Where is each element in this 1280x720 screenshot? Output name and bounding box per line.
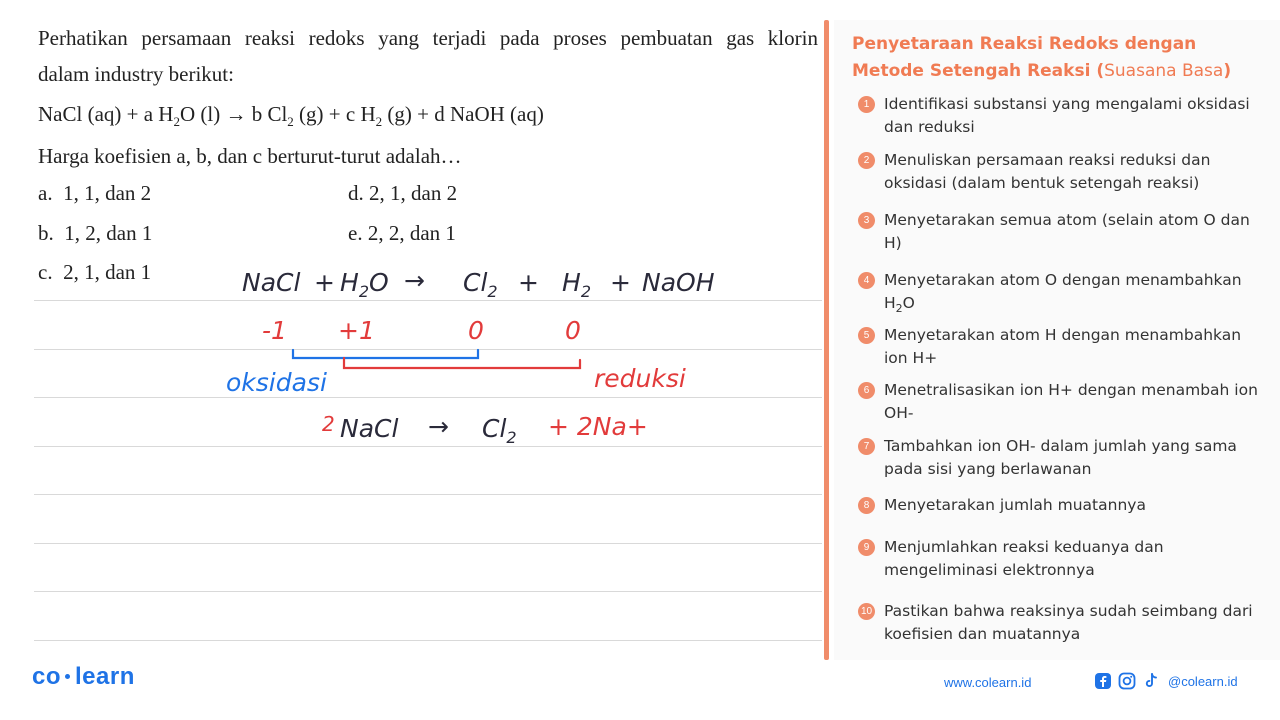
- option-text: 1, 2, dan 1: [64, 221, 153, 245]
- step-number-badge: 7: [858, 438, 875, 455]
- hw-plus: +: [518, 268, 539, 297]
- question-line-2: dalam industry berikut:: [38, 62, 234, 86]
- option-label: a.: [38, 181, 53, 205]
- ox-number-cl-right: 0: [468, 316, 484, 345]
- step-text: [884, 269, 1258, 320]
- question-word: klorin: [767, 26, 818, 50]
- colearn-logo: [32, 663, 135, 691]
- oxidation-bracket: [293, 350, 478, 358]
- question-prompt: Harga koefisien a, b, dan c berturut-turut adalah…: [38, 144, 462, 168]
- hw-arrow-2: →: [428, 412, 449, 441]
- eq-part-2: O (l) → b Cl: [179, 102, 288, 126]
- panel-title-line-2: [852, 58, 1272, 85]
- eq-part-1: NaCl (aq) + a H: [38, 102, 174, 126]
- step-5: [858, 324, 1258, 370]
- question-word: persamaan: [141, 26, 232, 50]
- option-text: 1, 1, dan 2: [63, 181, 152, 205]
- option-text: 2, 1, dan 1: [63, 260, 152, 284]
- logo-text: co: [32, 663, 62, 690]
- eq-part-3: (g) + c H: [293, 102, 376, 126]
- logo-text: learn: [75, 663, 135, 690]
- hw-text: Cl: [463, 268, 488, 297]
- step-10: [858, 600, 1258, 646]
- hw-sub: 2: [358, 282, 369, 301]
- ox-number-h-left: +1: [338, 316, 375, 345]
- step-text: Menuliskan persamaan reaksi reduksi dan oksidasi (dalam bentuk setengah reaksi): [884, 151, 1211, 192]
- step-text: Menetralisasikan ion H+ dengan menambah ion OH-: [884, 381, 1258, 422]
- question-word: proses: [553, 26, 607, 50]
- step-8: [858, 494, 1258, 517]
- website-link[interactable]: www.colearn.id: [944, 675, 1032, 690]
- step-text: Menyetarakan atom H dengan menambahkan ion H+: [884, 326, 1242, 367]
- step-text: Menjumlahkan reaksi keduanya dan mengeliminasi elektronnya: [884, 538, 1164, 579]
- step-number-badge: 1: [858, 96, 875, 113]
- question-word: terjadi: [432, 26, 487, 50]
- hw-sub: 2: [487, 282, 498, 301]
- step-6: [858, 379, 1258, 425]
- option-label: b.: [38, 221, 54, 245]
- step-number-badge: 3: [858, 212, 875, 229]
- step-text-part: O: [902, 294, 915, 312]
- tiktok-icon[interactable]: [1142, 672, 1160, 690]
- step-2: [858, 149, 1258, 195]
- step-text-part: Menyetarakan atom O dengan menambahkan H: [884, 271, 1242, 312]
- logo-dot: [65, 674, 70, 679]
- ox-number-h-right: 0: [565, 316, 581, 345]
- step-1: [858, 93, 1258, 139]
- question-word: gas: [726, 26, 755, 50]
- step-number-badge: 5: [858, 327, 875, 344]
- step-number-badge: 4: [858, 272, 875, 289]
- panel-title: [852, 31, 1272, 85]
- title-bold: Metode Setengah Reaksi (: [852, 61, 1105, 81]
- question-word: pada: [499, 26, 540, 50]
- panel-divider: [824, 20, 829, 660]
- hw-na-ion: + 2Na+: [548, 412, 648, 441]
- step-number-badge: 9: [858, 539, 875, 556]
- title-normal: Suasana Basa: [1104, 61, 1224, 81]
- hw-plus: +: [314, 268, 335, 297]
- step-text: Identifikasi substansi yang mengalami oksidasi dan reduksi: [884, 95, 1250, 136]
- hw-text: H: [340, 268, 359, 297]
- step-text: Pastikan bahwa reaksinya sudah seimbang dari koefisien dan muatannya: [884, 602, 1253, 643]
- option-label: e.: [348, 221, 363, 245]
- option-text: 2, 1, dan 2: [369, 181, 458, 205]
- social-links: [1094, 671, 1238, 691]
- hw-text: Cl: [482, 414, 507, 443]
- step-9: [858, 536, 1258, 582]
- option-label: c.: [38, 260, 53, 284]
- hw-sub: 2: [580, 282, 591, 301]
- step-number-badge: 2: [858, 152, 875, 169]
- instagram-icon[interactable]: [1118, 672, 1136, 690]
- hw-nacl-2: NaCl: [340, 414, 399, 443]
- step-text: Menyetarakan semua atom (selain atom O dan H): [884, 211, 1250, 252]
- step-number-badge: 8: [858, 497, 875, 514]
- question-word: Perhatikan: [38, 26, 128, 50]
- eq-sub-1: 2: [173, 114, 180, 130]
- facebook-icon[interactable]: [1094, 672, 1112, 690]
- reduction-bracket: [344, 358, 580, 368]
- hw-arrow: →: [404, 266, 425, 295]
- step-3: [858, 209, 1258, 255]
- ox-number-cl-left: -1: [262, 316, 287, 345]
- step-4: [858, 269, 1258, 320]
- label-oksidasi: oksidasi: [226, 368, 327, 397]
- step-text: Tambahkan ion OH- dalam jumlah yang sama pada sisi yang berlawanan: [884, 437, 1237, 478]
- step-number-badge: 6: [858, 382, 875, 399]
- social-handle[interactable]: @colearn.id: [1168, 673, 1238, 689]
- step-text: Menyetarakan jumlah muatannya: [884, 496, 1146, 514]
- question-word: yang: [378, 26, 420, 50]
- eq-sub-3: 2: [375, 114, 383, 130]
- option-label: d.: [348, 181, 364, 205]
- hw-nacl: NaCl: [242, 268, 301, 297]
- eq-part-4: (g) + d NaOH (aq): [382, 102, 544, 126]
- step-text-sub: 2: [895, 302, 903, 316]
- hw-plus: +: [610, 268, 631, 297]
- title-close: ): [1223, 61, 1232, 81]
- question-word: reaksi: [244, 26, 295, 50]
- hw-text: O: [369, 268, 389, 297]
- eq-sub-2: 2: [287, 114, 294, 130]
- panel-title-line-1: Penyetaraan Reaksi Redoks dengan: [852, 34, 1197, 54]
- label-reduksi: reduksi: [594, 364, 686, 393]
- hw-text: H: [562, 268, 581, 297]
- question-word: pembuatan: [620, 26, 713, 50]
- step-7: [858, 435, 1258, 481]
- question-word: redoks: [308, 26, 365, 50]
- hw-naoh: NaOH: [642, 268, 715, 297]
- hw-sub: 2: [506, 428, 517, 447]
- step-number-badge: 10: [858, 603, 875, 620]
- option-text: 2, 2, dan 1: [367, 221, 456, 245]
- hw-coef-2: 2: [322, 412, 335, 436]
- hw-cl2-2: [482, 414, 517, 447]
